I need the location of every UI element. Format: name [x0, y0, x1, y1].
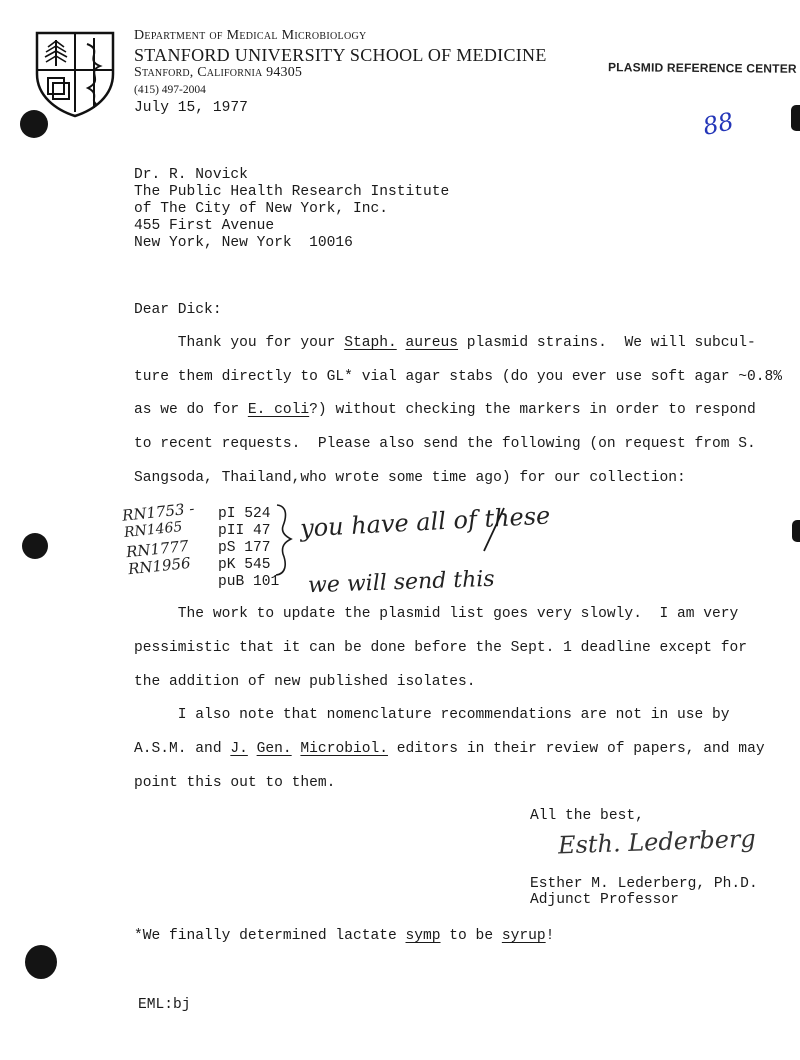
signer-name: Esther M. Lederberg, Ph.D.: [530, 876, 758, 892]
punch-hole-bottom: [25, 945, 57, 979]
salutation: Dear Dick:: [134, 302, 222, 318]
punch-hole-right-middle: [792, 520, 800, 542]
paragraph-2-line-1: The work to update the plasmid list goes very slowly. I am very: [134, 606, 739, 622]
plasmid-row-3: pS 177: [218, 540, 271, 556]
underlined-staph: Staph.: [344, 335, 397, 351]
recipient-line-3: of The City of New York, Inc.: [134, 201, 388, 217]
handwritten-signature: Esth. Lederberg: [557, 824, 757, 860]
underlined-syrup: syrup: [501, 928, 546, 944]
postscript: *We finally determined lactate symp to be syrup!: [134, 928, 555, 944]
handwritten-rn-4: RN1956: [127, 553, 192, 579]
paragraph-1-line-2: ture them directly to GL* vial agar stabs (do you ever use soft agar ~0.8%: [134, 369, 783, 385]
handwritten-margin-note: 88: [700, 107, 737, 141]
plasmid-reference-center-stamp: PLASMID REFERENCE CENTER: [607, 60, 797, 76]
punch-hole-right-top: [791, 105, 800, 131]
paragraph-3-line-1: I also note that nomenclature recommendations are not in use by: [134, 707, 730, 723]
paragraph-1-line-5: Sangsoda, Thailand,who wrote some time ago) for our collection:: [134, 470, 686, 486]
handwritten-slash-mark: [478, 505, 508, 555]
handwritten-note-will-send: we will send this: [307, 566, 496, 599]
underlined-j: J.: [230, 741, 248, 757]
letterhead-department: Department of Medical Microbiology: [134, 28, 367, 43]
paragraph-2-line-2: pessimistic that it can be done before the Sept. 1 deadline except for: [134, 640, 748, 656]
handwritten-brace: [274, 502, 296, 578]
recipient-line-4: 455 First Avenue: [134, 218, 275, 234]
paragraph-1-line-3: as we do for E. coli?) without checking the markers in order to respond: [134, 402, 756, 418]
letterhead-city: Stanford, California 94305: [134, 65, 303, 80]
underlined-microbiol: Microbiol.: [300, 741, 388, 757]
underlined-symp: symp: [405, 928, 441, 944]
recipient-line-1: Dr. R. Novick: [134, 167, 248, 183]
letter-date: July 15, 1977: [134, 100, 248, 116]
paragraph-3-line-3: point this out to them.: [134, 775, 336, 791]
paragraph-2-line-3: the addition of new published isolates.: [134, 674, 476, 690]
punch-hole-top: [20, 110, 48, 138]
underlined-aureus: aureus: [405, 335, 459, 351]
handwritten-rn-3: RN1777: [125, 536, 190, 562]
paragraph-1-line-1: Thank you for your Staph. aureus plasmid strains. We will subcul-: [134, 335, 756, 351]
plasmid-row-4: pK 545: [218, 557, 271, 573]
underlined-e-coli: E. coli: [247, 402, 310, 418]
closing: All the best,: [530, 808, 644, 824]
handwritten-rn-1: RN1753 -: [121, 499, 196, 525]
plasmid-row-5: puB 101: [218, 574, 280, 590]
signer-title: Adjunct Professor: [530, 892, 679, 908]
letterhead-phone: (415) 497-2004: [134, 84, 206, 96]
plasmid-row-1: pI 524: [218, 506, 271, 522]
recipient-line-5: New York, New York 10016: [134, 235, 353, 251]
paragraph-3-line-2: A.S.M. and J. Gen. Microbiol. editors in their review of papers, and may: [134, 741, 765, 757]
typist-initials: EML:bj: [138, 997, 191, 1013]
plasmid-row-2: pII 47: [218, 523, 271, 539]
punch-hole-middle: [22, 533, 48, 559]
letterhead-school: STANFORD UNIVERSITY SCHOOL OF MEDICINE: [134, 45, 547, 65]
paragraph-1-line-4: to recent requests. Please also send the following (on request from S.: [134, 436, 756, 452]
handwritten-rn-2: RN1465: [123, 518, 184, 542]
stanford-seal-logo: [34, 30, 116, 118]
recipient-line-2: The Public Health Research Institute: [134, 184, 450, 200]
handwritten-note-have-all: you have all of these: [299, 501, 551, 543]
underlined-gen: Gen.: [256, 741, 292, 757]
